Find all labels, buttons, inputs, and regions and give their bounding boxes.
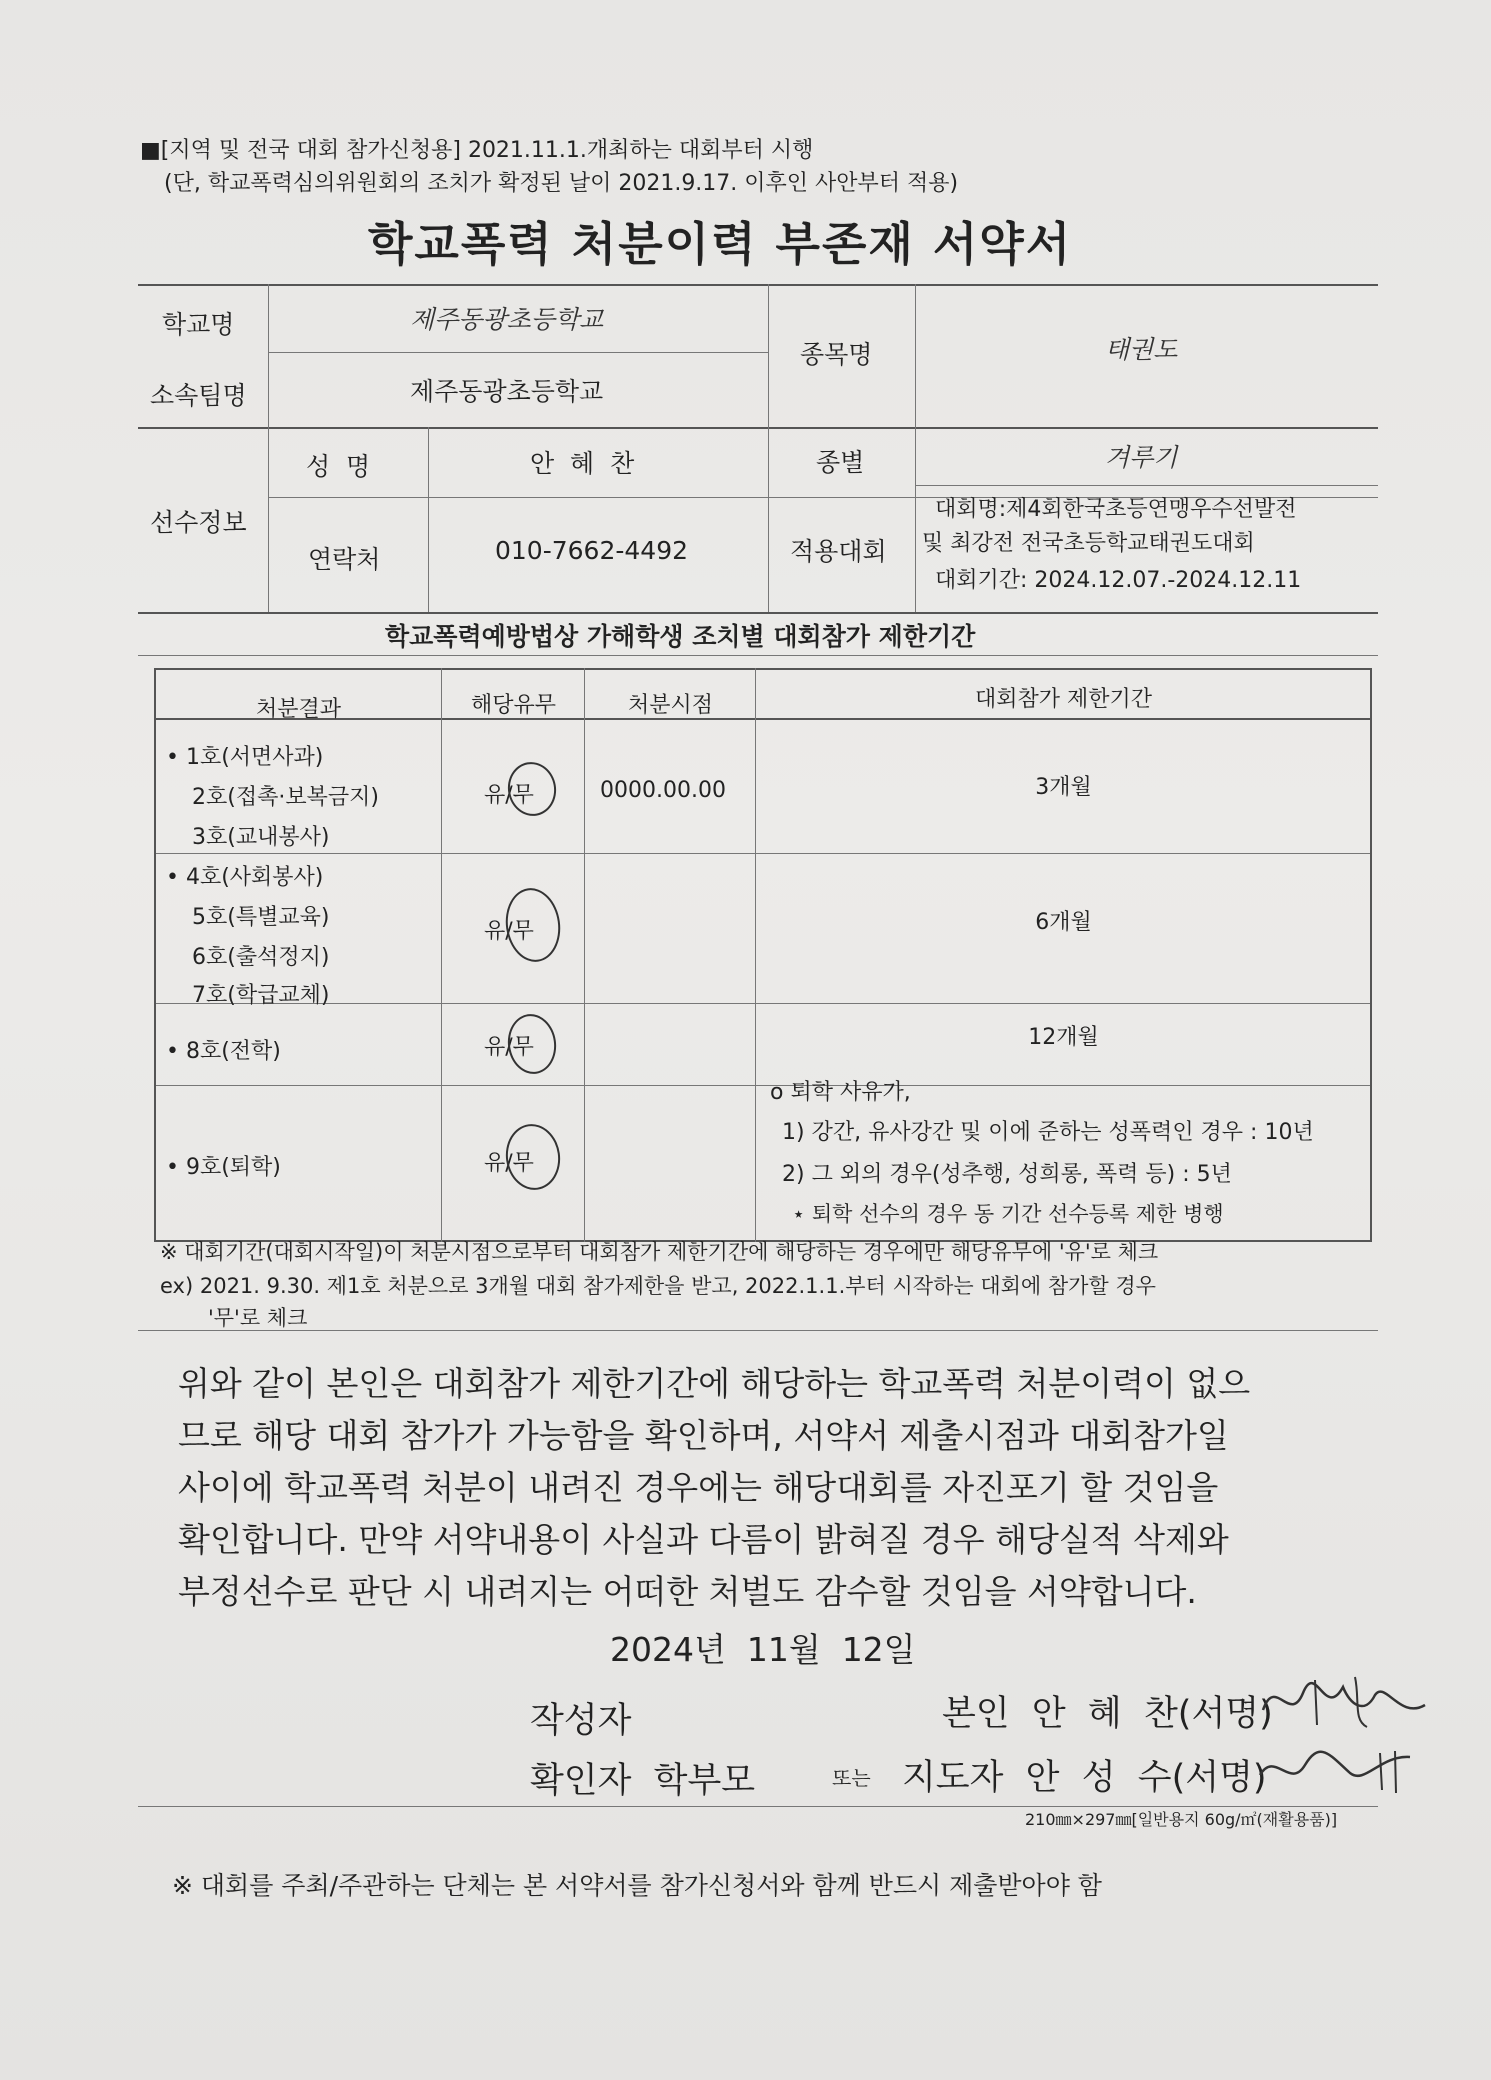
col-header-applicable: 해당유무 [470,693,556,718]
table-row-3-period: 12개월 [1028,1025,1099,1050]
table-row-4-item-1: • 9호(퇴학) [166,1155,281,1180]
table-row-3-yn: 유/무 [484,1035,534,1060]
confirm-role: 지도자 안 성 수(서명) [902,1758,1267,1798]
school-value: 제주동광초등학교 [410,305,604,334]
author-label: 작성자 [530,1701,632,1741]
header-line-2: (단, 학교폭력심의위원회의 조치가 확정된 날이 2021.9.17. 이후인 사안부터 적용) [164,171,959,196]
contact-value: 010-7662-4492 [495,536,689,565]
table-row-1-yn: 유/무 [484,783,534,808]
confirm-label: 확인자 학부모 [530,1761,756,1801]
table-row-4-period-line-1: o 퇴학 사유가, [770,1080,911,1105]
or-label: 또는 [832,1766,871,1790]
note-1: ※ 대회기간(대회시작일)이 처분시점으로부터 대회참가 제한기간에 해당하는 경우에만 해당유무에 '유'로 체크 [160,1240,1159,1264]
category-value: 겨루기 [1105,443,1178,472]
table-row-1-item-1: • 1호(서면사과) [166,745,324,770]
restriction-title: 학교폭력예방법상 가해학생 조치별 대회참가 제한기간 [385,622,976,651]
header-line-1: ■[지역 및 전국 대회 참가신청용] 2021.11.1.개최하는 대회부터 시행 [140,138,814,163]
restriction-table-top [154,668,1372,670]
info-top-border [138,284,1378,286]
paper-spec: 210㎜×297㎜[일반용지 60g/㎡(재활용품)] [1025,1810,1338,1829]
check-circle-mark [502,1121,565,1194]
pledge-line-4: 확인합니다. 만약 서약내용이 사실과 다름이 밝혀질 경우 해당실적 삭제와 [178,1520,1229,1559]
signature-guardian-icon [1250,1735,1430,1800]
table-row-1-item-3: 3호(교내봉사) [192,825,330,850]
table-row-3-item-1: • 8호(전학) [166,1039,281,1064]
table-row-4-period-line-4: ⋆ 퇴학 선수의 경우 동 기간 선수등록 제한 병행 [792,1202,1224,1226]
table-row-2-period: 6개월 [1035,910,1092,935]
table-row-2-yn: 유/무 [484,919,534,944]
player-info-label: 선수정보 [150,508,247,537]
event-name-line-2: 및 최강전 전국초등학교태권도대회 [922,531,1255,556]
event-period: 대회기간: 2024.12.07.-2024.12.11 [935,568,1302,593]
col-header-result: 처분결과 [255,697,341,722]
table-row-2-item-2: 5호(특별교육) [192,905,330,930]
check-circle-mark [504,1011,560,1077]
pledge-line-1: 위와 같이 본인은 대회참가 제한기간에 해당하는 학교폭력 처분이력이 없으 [178,1364,1251,1403]
author-value: 본인 안 혜 찬(서명) [942,1694,1273,1734]
table-row-1-item-2: 2호(접촉·보복금지) [192,785,379,810]
check-circle-mark [504,758,561,820]
check-circle-mark [501,885,565,966]
table-row-4-period-line-3: 2) 그 외의 경우(성추행, 성희롱, 폭력 등) : 5년 [782,1162,1232,1187]
contact-label: 연락처 [308,545,381,574]
footer-note: ※ 대회를 주최/주관하는 단체는 본 서약서를 참가신청서와 함께 반드시 제출받아야 함 [172,1871,1102,1900]
team-value: 제주동광초등학교 [410,377,604,406]
note-2: ex) 2021. 9.30. 제1호 처분으로 3개월 대회 참가제한을 받고, 2022.1.1.부터 시작하는 대회에 참가할 경우 [160,1274,1156,1298]
note-3: '무'로 체크 [208,1306,308,1330]
document-date: 2024년 11월 12일 [610,1630,916,1669]
pledge-line-2: 므로 해당 대회 참가가 가능함을 확인하며, 서약서 제출시점과 대회참가일 [178,1416,1229,1455]
team-label: 소속팀명 [150,381,247,410]
signature-author-icon [1255,1665,1435,1740]
col-header-date: 처분시점 [627,693,713,718]
table-row-2-item-3: 6호(출석정지) [192,945,330,970]
table-row-2-item-4: 7호(학급교체) [192,983,330,1008]
col-header-period: 대회참가 제한기간 [974,687,1152,712]
event-label: 적용대회 [790,537,887,566]
table-row-1-period: 3개월 [1035,775,1092,800]
category-label: 종별 [816,448,865,477]
name-label: 성 명 [306,452,371,481]
table-row-1-date: 0000.00.00 [600,778,726,803]
table-row-4-yn: 유/무 [484,1151,534,1176]
school-label: 학교명 [162,310,235,339]
document-title: 학교폭력 처분이력 부존재 서약서 [368,217,1073,271]
pledge-line-5: 부정선수로 판단 시 내려지는 어떠한 처벌도 감수할 것임을 서약합니다. [178,1572,1197,1611]
table-row-4-period-line-2: 1) 강간, 유사강간 및 이에 준하는 성폭력인 경우 : 10년 [782,1120,1314,1145]
sport-value: 태권도 [1105,335,1178,364]
pledge-line-3: 사이에 학교폭력 처분이 내려진 경우에는 해당대회를 자진포기 할 것임을 [178,1468,1219,1507]
table-row-2-item-1: • 4호(사회봉사) [166,865,324,890]
name-value: 안 혜 찬 [530,449,635,478]
sport-label: 종목명 [800,340,873,369]
event-name-line-1: 대회명:제4회한국초등연맹우수선발전 [935,497,1297,522]
